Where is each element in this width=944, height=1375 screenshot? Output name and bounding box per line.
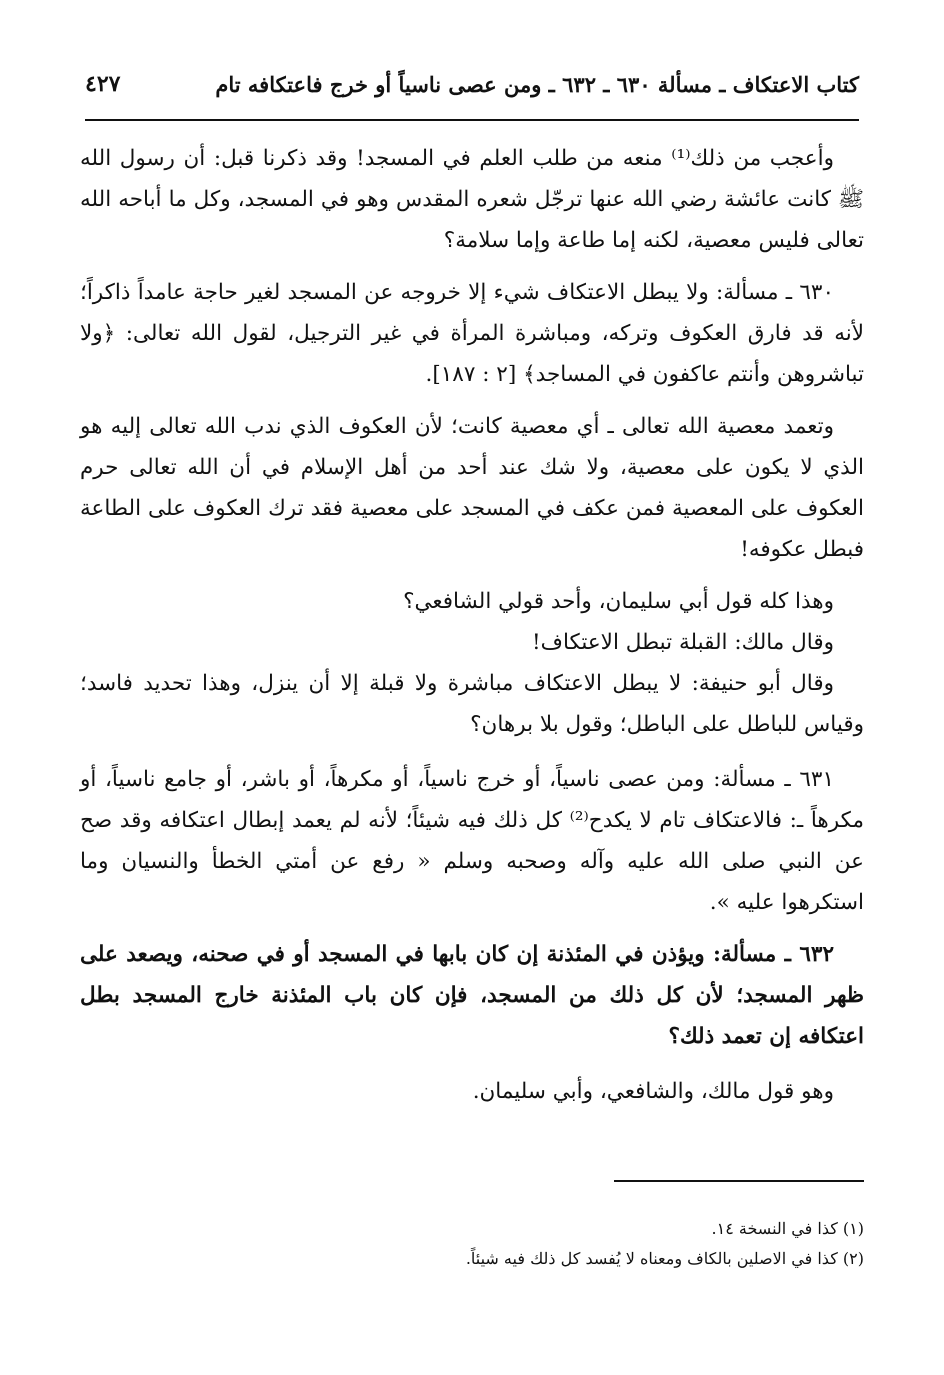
paragraph-abu-sulayman: وهذا كله قول أبي سليمان، وأحد قولي الشافعي؟ bbox=[403, 589, 834, 614]
paragraph-closing: وهو قول مالك، والشافعي، وأبي سليمان. bbox=[472, 1079, 834, 1104]
header-divider bbox=[85, 119, 859, 121]
page-number: ٤٢٧ bbox=[85, 71, 121, 97]
paragraph-issue-630: ٦٣٠ ـ مسألة: ولا يبطل الاعتكاف شيء إلا خروجه عن المسجد لغير حاجة عامداً ذاكراً؛ لأنه قد فارق العكوف وتركه، ومباشرة المرأة في غير الترجيل، لقول الله تعالى: ﴿ولا تباشروهن وأنتم عاكفون في المساجد﴾ [٢ : ١٨٧]. bbox=[80, 280, 864, 387]
page-header bbox=[85, 62, 859, 106]
footnote-2: (٢) كذا في الاصلين بالكاف ومعناه لا يُفسد كل ذلك فيه شيئاً. bbox=[465, 1249, 864, 1268]
main-text bbox=[80, 138, 864, 1112]
footnote-divider bbox=[614, 1180, 864, 1182]
footnote-1: (١) كذا في النسخة ١٤. bbox=[711, 1219, 864, 1238]
paragraph-intro: وأعجب من ذلك⁽¹⁾ منعه من طلب العلم في المسجد! وقد ذكرنا قبل: أن رسول الله ﷺ كانت عائشة رضي الله عنها ترجّل شعره المقدس وهو في المسجد، وكل ما أباحه الله تعالى فليس معصية، لكنه إما طاعة وإما سلامة؟ bbox=[80, 146, 864, 253]
footnotes bbox=[85, 1214, 864, 1274]
paragraph-abu-hanifa: وقال أبو حنيفة: لا يبطل الاعتكاف مباشرة ولا قبلة إلا أن ينزل، وهذا تحديد فاسد؛ وقياس للباطل على الباطل؛ وقول بلا برهان؟ bbox=[80, 671, 864, 737]
running-title: كتاب الاعتكاف ـ مسألة ٦٣٠ ـ ٦٣٢ ـ ومن عصى ناسياً أو خرج فاعتكافه تام bbox=[215, 71, 859, 97]
paragraph-malik: وقال مالك: القبلة تبطل الاعتكاف! bbox=[532, 630, 834, 655]
paragraph-deliberate-sin: وتعمد معصية الله تعالى ـ أي معصية كانت؛ لأن العكوف الذي ندب الله تعالى إليه هو الذي لا يكون على معصية، ولا شك عند أحد من أهل الإسلام في أن الله تعالى حرم العكوف على المعصية فمن عكف في المسجد على معصية فقد ترك العكوف على الطاعة فبطل عكوفه! bbox=[80, 414, 864, 562]
paragraph-issue-632: ٦٣٢ ـ مسألة: ويؤذن في المئذنة إن كان بابها في المسجد أو في صحنه، ويصعد على ظهر المسجد؛ لأن كل ذلك من المسجد، فإن كان باب المئذنة خارج المسجد بطل اعتكافه إن تعمد ذلك؟ bbox=[80, 942, 864, 1049]
paragraph-issue-631: ٦٣١ ـ مسألة: ومن عصى ناسياً، أو خرج ناسياً، أو مكرهاً، أو باشر، أو جامع ناسياً، أو مكرهاً ـ: فالاعتكاف تام لا يكدح⁽²⁾ كل ذلك فيه شيئاً؛ لأنه لم يعمد إبطال اعتكافه وقد صح عن النبي صلى الله عليه وآله وصحبه وسلم « رفع عن أمتي الخطأ والنسيان وما استكرهوا عليه ». bbox=[80, 767, 864, 915]
